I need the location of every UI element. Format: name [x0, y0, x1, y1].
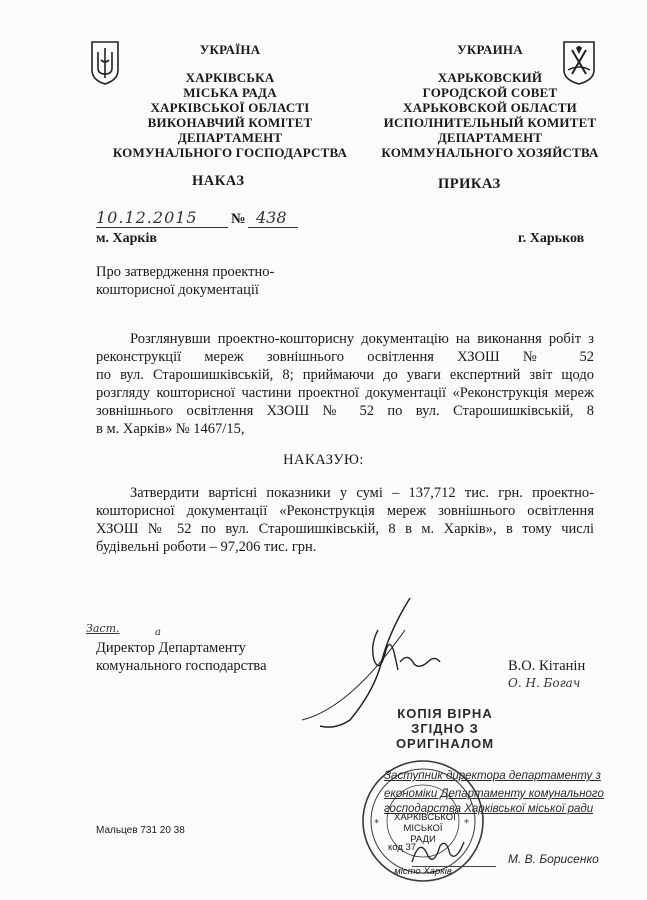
preamble-line: розгляду кошторисної частини проектної документації «Реконструкція мереж	[96, 385, 594, 401]
signatory-name: В.О. Кітанін	[508, 658, 586, 674]
certification-line: господарства Харківської міської ради	[384, 803, 594, 815]
directive-line: будівельні роботи – 97,206 тис. грн.	[96, 539, 317, 555]
copy-stamp-line: ОРИГІНАЛОМ	[395, 736, 495, 751]
seal-bottom-text: місто Харків	[394, 866, 452, 877]
copy-stamp-line: ЗГІДНО З	[411, 721, 479, 736]
svg-text:*: *	[374, 818, 379, 829]
directive-line: ХЗОШ № 52 по вул. Старошишківській, 8 в м. Харків», в тому числі	[96, 521, 594, 537]
preamble-line: Розглянувши проектно-кошторисну документацію на виконання робіт з	[130, 331, 594, 347]
number-underline	[248, 227, 298, 228]
copy-stamp	[380, 706, 510, 751]
executor-contact: Мальцев 731 20 38	[96, 825, 185, 836]
preamble-line: реконструкції мереж зовнішнього освітлення ХЗОШ № 52	[96, 349, 594, 365]
preamble-line: зовнішнього освітлення ХЗОШ № 52 по вул. Старошишківській, 8	[96, 403, 594, 419]
org-line-ua: ДЕПАРТАМЕНТ	[177, 130, 283, 145]
subject-line: Про затвердження проектно-	[96, 264, 275, 280]
certifier-signature-scrawl	[408, 832, 468, 868]
directive-line: кошторисної документації «Реконструкція мереж зовнішнього освітлення	[96, 503, 594, 519]
org-line-ua: КОМУНАЛЬНОГО ГОСПОДАРСТВА	[112, 145, 348, 160]
order-number: 438	[256, 208, 287, 227]
preamble-line: по вул. Старошишківській, 8; приймаючи до уваги експертний звіт щодо	[96, 367, 594, 383]
doc-type-ru: ПРИКАЗ	[438, 176, 501, 192]
directive-paragraph	[96, 484, 594, 556]
org-line-ua: МІСЬКА РАДА	[183, 85, 277, 100]
org-line-ru: ХАРЬКОВСКОЙ ОБЛАСТИ	[403, 100, 577, 115]
header-ukrainian	[100, 42, 360, 160]
certification-block	[384, 770, 624, 815]
org-line-ru: ДЕПАРТАМЕНТ	[437, 130, 543, 145]
org-line-ua: ХАРКІВСЬКОЇ ОБЛАСТІ	[150, 100, 310, 115]
certification-line: Заступник директора департаменту з	[384, 770, 601, 782]
city-ua: м. Харків	[96, 231, 157, 246]
signatory-position	[96, 639, 267, 675]
order-word: НАКАЗУЮ:	[283, 452, 364, 468]
org-line-ru: КОММУНАЛЬНОГО ХОЗЯЙСТВА	[381, 145, 599, 160]
number-label: №	[231, 211, 246, 227]
org-line-ua: ВИКОНАВЧИЙ КОМІТЕТ	[147, 115, 313, 130]
order-date: 10.12.2015	[96, 208, 198, 227]
position-line: комунального господарства	[96, 658, 267, 674]
directive-line: Затвердити вартісні показники у сумі – 137,712 тис. грн. проектно-	[130, 485, 594, 501]
copy-stamp-line: КОПІЯ ВІРНА	[397, 706, 493, 721]
country-name-ua: УКРАЇНА	[199, 42, 261, 57]
seal-center-line: МІСЬКОЇ РАДИ	[403, 823, 443, 845]
order-subject	[96, 263, 274, 299]
seal-center-line: ХАРКІВСЬКОЇ	[394, 812, 456, 823]
org-line-ua: ХАРКІВСЬКА	[185, 70, 275, 85]
org-line-ru: ХАРЬКОВСКИЙ	[437, 70, 543, 85]
city-ru: г. Харьков	[518, 231, 585, 246]
subject-line: кошторисної документації	[96, 282, 259, 298]
org-line-ru: ГОРОДСКОЙ СОВЕТ	[422, 85, 558, 100]
date-underline	[96, 227, 228, 228]
certifier-name: М. В. Борисенко	[508, 852, 599, 866]
preamble-line: в м. Харків» № 1467/15,	[96, 421, 245, 437]
preamble-paragraph	[96, 330, 594, 438]
svg-text:*: *	[464, 818, 469, 829]
date-number-line	[96, 208, 326, 230]
handwritten-name: О. Н. Богач	[508, 676, 581, 690]
doc-type-ua: НАКАЗ	[192, 173, 245, 189]
seal-code: код 37	[388, 842, 417, 853]
country-name-ru: УКРАИНА	[457, 42, 523, 57]
header-russian	[355, 42, 625, 160]
org-line-ru: ИСПОЛНИТЕЛЬНЫЙ КОМИТЕТ	[383, 115, 597, 130]
certification-line: економіки Департаменту комунального	[384, 788, 604, 800]
acting-suffix: а	[155, 627, 161, 638]
acting-note: Заст.	[86, 622, 120, 635]
position-line: Директор Департаменту	[96, 640, 246, 656]
